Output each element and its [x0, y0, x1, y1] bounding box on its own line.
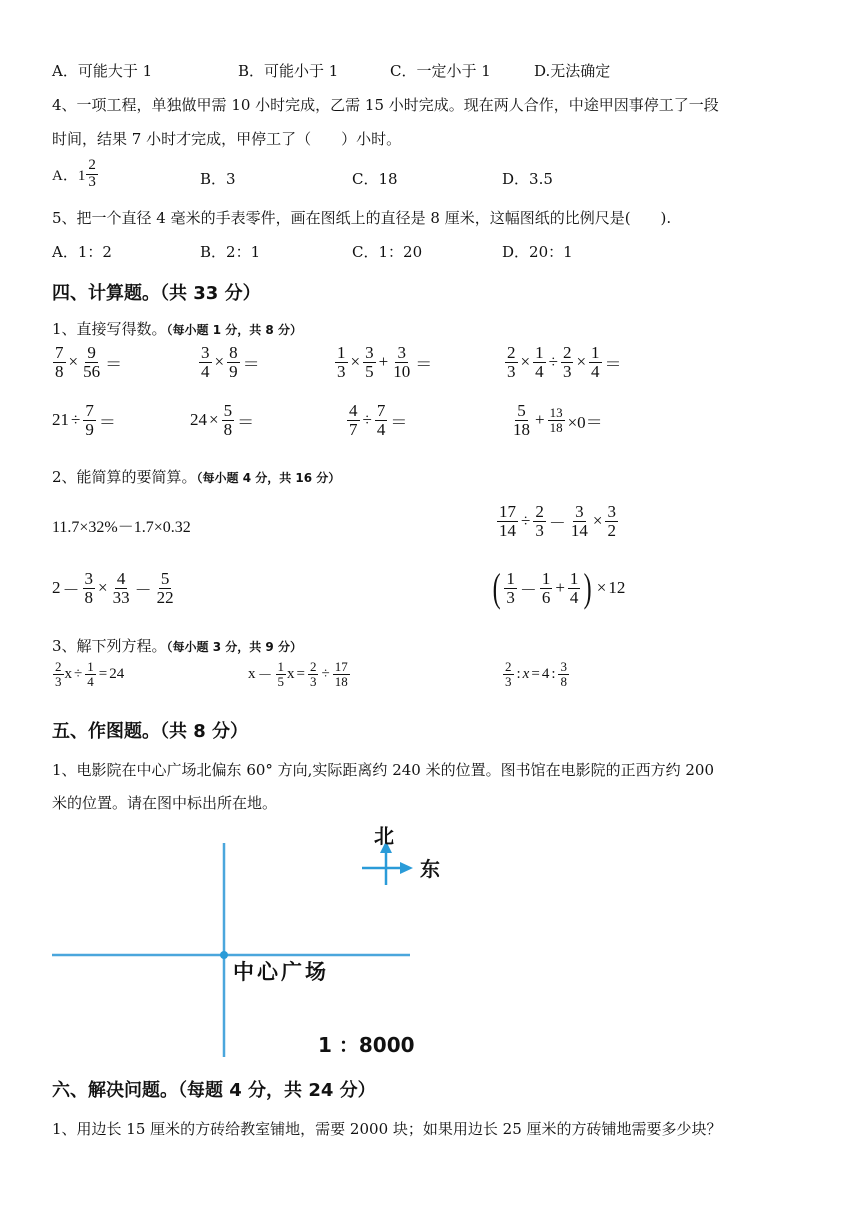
simplify-1: 11.7×32%－1.7×0.32 — [52, 519, 191, 536]
math-token: 3 — [507, 361, 516, 381]
calc-6 — [190, 402, 256, 439]
question-4-line1: 4、一项工程，单独做甲需 10 小时完成，乙需 15 小时完成。现在两人合作，中途甲因事停工了一段 — [52, 96, 719, 114]
math-token: ＝ — [98, 412, 116, 432]
part-1-title — [52, 318, 302, 339]
math-token: 2 — [535, 502, 544, 521]
question-5-line: 5、把一个直径 4 毫米的手表零件，画在图纸上的直径是 8 厘米，这幅图纸的比例尺是( ). — [52, 209, 672, 227]
math-token: － — [548, 513, 566, 533]
fraction — [222, 402, 235, 439]
fraction — [540, 570, 553, 607]
fraction — [548, 406, 565, 434]
fraction-denominator: 3 — [88, 173, 96, 190]
center-point — [220, 951, 228, 959]
drawing-question-line2: 米的位置。请在图中标出所在地。 — [52, 794, 278, 812]
math-token: 3 — [84, 569, 93, 588]
fraction — [503, 660, 514, 688]
fraction — [53, 344, 66, 381]
drawing-question-line1: 1、电影院在中心广场北偏东 60° 方向,实际距离约 240 米的位置。图书馆在电影院的正西方约 200 — [52, 761, 715, 779]
math-token: x — [64, 665, 72, 682]
math-token: 9 — [85, 419, 94, 439]
math-token: 22 — [156, 587, 174, 607]
fraction — [347, 402, 360, 439]
part-2-title — [52, 466, 340, 487]
math-token: 3 — [309, 673, 317, 689]
math-token: 2 — [505, 659, 512, 674]
math-token: 3 — [201, 343, 210, 362]
math-token: 4 — [87, 673, 94, 689]
option-d: D.无法确定 — [534, 62, 611, 80]
math-token: 3 — [397, 343, 406, 362]
math-token: 5 — [517, 401, 526, 420]
math-token: × — [98, 578, 108, 598]
math-token: － — [519, 580, 537, 600]
math-token: ＝ — [390, 412, 408, 432]
math-token: 3 — [575, 502, 584, 521]
question-5-option-d: D．20：1 — [502, 243, 573, 261]
math-token: 21 — [52, 410, 69, 430]
calc-4 — [504, 344, 624, 381]
problem-1: 1、用边长 15 厘米的方砖给教室铺地，需要 2000 块；如果用边长 25 厘米的方砖铺地需要多少块？ — [52, 1120, 722, 1138]
math-token: × — [214, 352, 225, 372]
simplify-3 — [52, 570, 177, 607]
math-token: : — [516, 665, 521, 682]
fraction — [561, 344, 574, 381]
math-token: x — [248, 665, 256, 682]
math-token: 7 — [85, 401, 94, 420]
math-token: 2 — [507, 343, 516, 362]
question-5-option-b: B．2：1 — [200, 243, 261, 261]
math-token: 2 — [52, 578, 61, 598]
fraction — [504, 570, 517, 607]
part-1-note: （每小题 1 分，共 8 分） — [166, 323, 302, 337]
math-token: 3 — [535, 520, 544, 540]
question-4-option-c: C．18 — [352, 170, 398, 188]
math-token: 3 — [337, 361, 346, 381]
question-5-option-c: C．1：20 — [352, 243, 423, 261]
math-token: 1 — [591, 343, 600, 362]
math-token: 17 — [334, 659, 348, 674]
option-a: A．可能大于 1 — [52, 62, 153, 80]
fraction — [308, 660, 319, 688]
question-4-option-a — [52, 158, 99, 191]
math-token: ( — [492, 565, 501, 610]
fraction — [558, 660, 569, 688]
math-token: × — [520, 352, 531, 372]
fraction — [83, 402, 96, 439]
math-token: x — [522, 665, 530, 682]
math-token: 24 — [109, 665, 125, 682]
math-token: 9 — [229, 361, 238, 381]
math-token: 4 — [541, 665, 550, 682]
equation-2 — [248, 660, 351, 688]
option-c: C．一定小于 1 — [390, 62, 491, 80]
fraction — [533, 503, 546, 540]
math-token: 7 — [55, 343, 64, 362]
math-token: 18 — [513, 419, 530, 439]
math-token: 4 — [376, 419, 386, 439]
fraction — [86, 158, 98, 191]
math-token: × — [350, 352, 361, 372]
calc-7 — [346, 402, 409, 439]
calc-2 — [198, 344, 262, 381]
math-token: 18 — [549, 419, 563, 435]
math-token: = — [98, 665, 108, 682]
calc-8 — [510, 402, 605, 439]
north-label: 北 — [374, 824, 394, 848]
math-token: 24 — [190, 410, 207, 430]
part-3-note: （每小题 3 分，共 9 分） — [166, 640, 302, 654]
math-token: 4 — [535, 361, 544, 381]
math-token: ＝ — [237, 412, 255, 432]
fraction — [155, 570, 176, 607]
math-token: 4 — [569, 587, 579, 607]
east-arrowhead-icon — [400, 862, 413, 874]
east-label: 东 — [420, 857, 440, 881]
option-b: B．可能小于 1 — [238, 62, 339, 80]
math-token: 4 — [116, 569, 126, 588]
math-token: － — [257, 667, 273, 684]
fraction — [53, 660, 64, 688]
math-token: x — [287, 665, 295, 682]
math-token: 7 — [349, 419, 358, 439]
math-token: × — [576, 352, 587, 372]
math-token: ＝ — [105, 354, 123, 374]
math-token: : — [551, 665, 556, 682]
math-token: 8 — [560, 673, 567, 689]
math-token: 56 — [83, 361, 101, 381]
math-token: ÷ — [321, 665, 330, 682]
math-token: 2 — [607, 520, 616, 540]
question-4-option-d: D．3.5 — [502, 170, 553, 188]
math-token: 3 — [562, 361, 572, 381]
part-1-title-text: 1、直接写得数。 — [52, 320, 167, 338]
scale-label: 1 ：8000 — [318, 1033, 415, 1057]
calc-3 — [334, 344, 434, 381]
equation-1 — [52, 660, 124, 688]
part-2-title-text: 2、能简算的要简算。 — [52, 468, 197, 486]
fraction-numerator: 2 — [88, 157, 96, 173]
fraction — [568, 570, 581, 607]
math-token: 1 — [277, 659, 285, 674]
math-token: ＝ — [242, 354, 260, 374]
math-token: 9 — [87, 343, 96, 362]
math-token: 5 — [277, 673, 285, 689]
fraction — [85, 660, 96, 688]
fraction — [589, 344, 602, 381]
math-token: 1 — [569, 568, 579, 588]
calc-5 — [52, 402, 118, 439]
fraction — [391, 344, 412, 381]
math-token: ＝ — [415, 354, 433, 374]
math-token: 6 — [541, 587, 551, 607]
question-4-option-b: B．3 — [200, 170, 236, 188]
math-token: － — [62, 580, 80, 600]
math-token: ) — [584, 565, 593, 610]
section-5-title: 五、作图题。（共 8 分） — [52, 721, 249, 742]
math-token: 4 — [201, 361, 210, 381]
math-token: 8 — [229, 343, 238, 362]
math-token: ÷ — [71, 410, 81, 430]
math-token: 7 — [376, 401, 386, 420]
fraction — [111, 570, 132, 607]
math-token: 2 — [309, 659, 317, 674]
math-token: + — [378, 352, 389, 372]
math-token: 17 — [499, 502, 516, 521]
part-3-title-text: 3、解下列方程。 — [52, 637, 167, 655]
fraction — [363, 344, 376, 381]
math-token: 3 — [506, 587, 515, 607]
part-2-note: （每小题 4 分，共 16 分） — [196, 471, 341, 485]
fraction — [497, 503, 518, 540]
center-square-label: 中心广场 — [233, 960, 329, 984]
math-token: 14 — [570, 520, 588, 540]
math-token: ×0＝ — [567, 412, 603, 432]
fraction — [81, 344, 102, 381]
fraction — [227, 344, 240, 381]
math-token: 10 — [393, 361, 411, 381]
math-token: 2 — [55, 659, 62, 674]
math-token: × — [68, 352, 79, 372]
section-6-title: 六、解决问题。（每题 4 分，共 24 分） — [52, 1080, 376, 1101]
math-token: × — [596, 578, 607, 597]
math-token: 13 — [549, 405, 563, 421]
math-token: = — [531, 665, 540, 682]
fraction — [505, 344, 518, 381]
question-4-line2: 时间，结果 7 小时才完成，甲停工了（ ）小时。 — [52, 130, 402, 148]
fraction — [533, 344, 546, 381]
math-token: 3 — [365, 343, 374, 362]
fraction — [605, 503, 618, 540]
math-token: 5 — [365, 361, 374, 381]
math-token: ＝ — [604, 354, 622, 374]
math-token: 1 — [87, 659, 94, 674]
equation-3 — [502, 660, 570, 688]
math-token: × — [592, 511, 603, 531]
math-token: 5 — [223, 401, 233, 420]
question-5-option-a: A．1：2 — [52, 243, 112, 261]
math-token: + — [555, 578, 565, 597]
math-token: － — [134, 580, 152, 600]
math-token: 8 — [84, 587, 93, 607]
math-token: 33 — [112, 587, 130, 607]
math-token: 1 — [535, 343, 544, 362]
math-token: = — [296, 665, 305, 682]
simplify-4 — [490, 565, 626, 610]
math-token: 14 — [499, 520, 516, 540]
fraction — [83, 570, 96, 607]
fraction — [569, 503, 590, 540]
math-token: 3 — [560, 659, 567, 674]
math-token: 8 — [223, 419, 233, 439]
math-token: 5 — [160, 569, 170, 588]
simplify-2 — [496, 503, 619, 540]
math-token: 12 — [608, 578, 626, 597]
math-token: × — [209, 410, 219, 430]
fraction — [333, 660, 350, 688]
fraction — [375, 402, 388, 439]
math-token: 4 — [349, 401, 358, 420]
fraction — [335, 344, 348, 381]
math-token: 3 — [505, 673, 512, 689]
math-token: 4 — [591, 361, 600, 381]
fraction — [511, 402, 532, 439]
fraction — [276, 660, 287, 688]
option-a-label: A．1 — [52, 167, 86, 184]
math-token: ÷ — [521, 511, 531, 531]
math-token: 1 — [541, 568, 551, 588]
section-4-title: 四、计算题。（共 33 分） — [52, 283, 261, 304]
math-token: + — [535, 410, 545, 430]
math-token: 1 — [506, 568, 515, 588]
fraction — [199, 344, 212, 381]
math-token: ÷ — [548, 352, 558, 372]
math-token: 3 — [607, 502, 616, 521]
math-token: 3 — [55, 673, 62, 689]
math-token: ÷ — [74, 665, 83, 682]
calc-1 — [52, 344, 124, 381]
math-token: ÷ — [362, 410, 372, 430]
math-token: 2 — [562, 343, 572, 362]
math-token: 18 — [334, 673, 348, 689]
math-token: 8 — [55, 361, 64, 381]
part-3-title — [52, 635, 302, 656]
math-token: 1 — [337, 343, 346, 362]
